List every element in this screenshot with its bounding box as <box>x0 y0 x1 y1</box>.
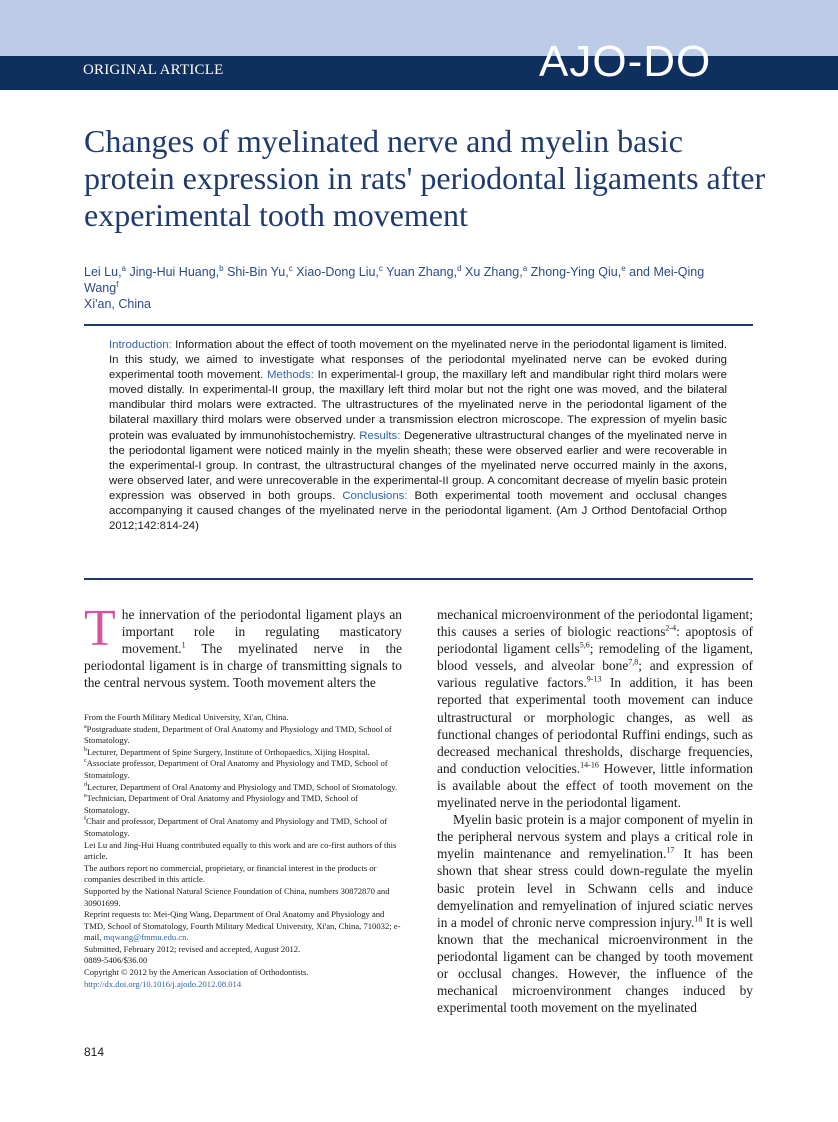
footnote-b <box>84 747 402 759</box>
author-name: Lei Lu <box>84 265 119 279</box>
footnote-text: Lecturer, Department of Oral Anatomy and Physiology and TMD, School of Stomatology. <box>87 781 398 792</box>
citation-ref[interactable]: 14-16 <box>580 760 599 770</box>
citation-ref[interactable]: 7,8 <box>628 657 639 667</box>
intro-paragraph <box>84 600 402 691</box>
body-left-column <box>84 600 402 691</box>
footnote-conflict: The authors report no commercial, proprietary, or financial interest in the products or companies described in this article. <box>84 862 377 885</box>
footnote-e <box>84 793 402 816</box>
footnote-text: Technician, Department of Oral Anatomy and Physiology and TMD, School of Stomatology. <box>84 793 358 815</box>
author-name: Yuan Zhang <box>386 265 454 279</box>
footnote-marker: d <box>84 781 87 788</box>
footnote-equal-contribution: Lei Lu and Jing-Hui Huang contributed equally to this work and are co-first authors of this article. <box>84 839 397 862</box>
body-text: he innervation of the periodontal ligament plays an important role in regulating masticatory movement. <box>121 607 402 657</box>
footnote-copyright: Copyright © 2012 by the American Association of Orthodontists. <box>84 967 309 978</box>
body-right-column <box>437 606 753 1016</box>
author-affil: b <box>219 263 224 273</box>
footnote-doi <box>84 979 402 991</box>
header-band-light <box>0 0 838 56</box>
abstract-top-rule <box>84 324 753 326</box>
citation-ref[interactable]: 2-4 <box>665 623 677 633</box>
citation-ref[interactable]: 1 <box>181 640 186 650</box>
abstract-bottom-rule <box>84 578 753 580</box>
abstract-intro-text: Information about the effect of tooth movement on the myelinated nerve in the periodontal ligament is limited. In this study, we aimed to investigate what responses of the periodontal myelinated nerve can be evoked during experimental tooth movement. <box>109 339 727 382</box>
body-text: Myelin basic protein is a major component of myelin in the peripheral nervous system and plays a critical role in myelin maintenance and remyelination. <box>437 812 753 862</box>
body-paragraph <box>437 811 753 1016</box>
citation-ref[interactable]: 5,6 <box>579 640 590 650</box>
citation-ref[interactable]: 17 <box>666 845 675 855</box>
author-affil: e <box>621 263 626 273</box>
footnote-dates: Submitted, February 2012; revised and accepted, August 2012. <box>84 943 301 954</box>
footnote-from: From the Fourth Military Medical University, Xi'an, China. <box>84 712 289 722</box>
footnote-reprint <box>84 909 402 944</box>
page-number: 814 <box>84 1045 105 1059</box>
abstract-conclusions-text: Both experimental tooth movement and occlusal changes accompanying it caused changes of the myelinated nerve in the periodontal ligament. (Am J Orthod Dentofacial Orthop 2012;142:814-24) <box>109 489 728 533</box>
footnote-marker: e <box>84 793 87 800</box>
author-name: Shi-Bin Yu <box>227 265 286 279</box>
article-title: Changes of myelinated nerve and myelin basic protein expression in rats' periodontal ligaments after experimental tooth movement <box>84 123 766 233</box>
author-name: Zhong-Ying Qiu <box>530 265 618 279</box>
author-name: Mei-Qing Wang <box>84 265 705 295</box>
journal-logo: AJO-DO <box>539 37 712 86</box>
body-text: It has been shown that shear stress could down-regulate the myelin basic protein level in Schwann cells and induce demyelination and remyelination of injured sciatic nerves in a model of chronic nerve compression injury. <box>437 846 753 930</box>
abstract-results-text: Degenerative ultrastructural changes of the myelinated nerve in the periodontal ligament were noticed mainly in the myelin sheath; these were observed earlier and were recoverable in the experimental-I group. In contrast, the ultrastructural changes of the myelinated nerve occurred mainly in the axons, were observed later, and were unrecoverable in the experimental-II group. A concomitant decrease of myelin basic protein expression was observed in both groups. <box>109 429 727 502</box>
abstract-intro-label: Introduction: <box>109 339 172 351</box>
citation-ref[interactable]: 9-13 <box>586 674 602 684</box>
footnote-funding: Supported by the National Natural Science Foundation of China, numbers 30872870 and 30901699. <box>84 885 390 908</box>
footnote-text: . <box>186 932 189 943</box>
body-text: In addition, it has been reported that experimental tooth movement can induce ultrastructural or morphologic changes, as well as functional changes of periodontal Ruffini endings, such as decreased mechanical thresholds, discharge frequencies, and conduction velocities. <box>437 675 753 776</box>
drop-cap: T <box>84 600 116 657</box>
footnote-c <box>84 758 402 781</box>
author-location: Xi'an, China <box>84 297 152 311</box>
footnote-issn: 0889-5406/$36.00 <box>84 955 148 966</box>
footnote-text: Postgraduate student, Department of Oral Anatomy and Physiology and TMD, School of Stomatology. <box>84 723 392 746</box>
author-affil: a <box>121 263 126 273</box>
abstract-methods-text: In experimental-I group, the maxillary left and mandibular right third molars were moved distally. In experimental-II group, the maxillary left third molar but not the right one was moved, and the bilateral mandibular third molars were extracted. The ultrastructures of the myelinated nerve in the periodontal ligament of the bilateral maxillary third molars were observed under a transmission electron microscope. The expression of myelin basic protein was evaluated by immunohistochemistry. <box>109 369 727 442</box>
footnote-marker: f <box>84 816 86 823</box>
body-text: However, little information is available about the effect of tooth movement on the myelinated nerve in the periodontal ligament. <box>437 760 753 811</box>
abstract-conclusions-label: Conclusions: <box>342 489 408 502</box>
footnote-a <box>84 724 402 747</box>
abstract-methods-label: Methods: <box>267 369 314 382</box>
footnotes <box>84 712 402 990</box>
body-text: : apoptosis of periodontal ligament cells <box>437 624 753 657</box>
citation-ref[interactable]: 18 <box>694 914 703 924</box>
footnote-marker: a <box>84 723 87 730</box>
author-list: Lei Lu,$^a$ Jing-Hui Huang,$^b$ Shi-Bin Yu,$^c$ Xiao-Dong Liu,$^c$ Yuan Zhang,$^d$ Xu Zhang,$^a$ Zhong-Ying Qiu,$^e$ and Mei-Qing Wang$^f$ <box>84 263 705 295</box>
author-name: Jing-Hui Huang <box>129 265 216 279</box>
footnote-text: Reprint requests to: Mei-Qing Wang, Department of Oral Anatomy and Physiology and TMD, School of Stomatology, Fourth Military Medical University, Xi'an, China, 710032; e-mail, <box>84 909 401 943</box>
abstract-results-label: Results: <box>359 429 401 442</box>
author-affil: c <box>378 263 383 273</box>
body-text: It is well known that the mechanical microenvironment in the periodontal ligament can be changed by tooth movement or occlusal changes. However, the influence of the mechanical microenvironment changes induced by experimental tooth movement on the myelinated <box>437 914 753 1016</box>
author-affil: a <box>522 263 528 273</box>
section-label: ORIGINAL ARTICLE <box>83 62 224 78</box>
body-text: ; and expression of various regulative factors. <box>437 658 753 691</box>
footnote-text: Lecturer, Department of Spine Surgery, Institute of Orthopaedics, Xijing Hospital. <box>87 746 370 757</box>
author-affil: d <box>457 263 462 273</box>
footnote-marker: c <box>84 758 87 765</box>
footnote-d <box>84 782 402 794</box>
author-affil: c <box>288 263 293 273</box>
author-name: Xiao-Dong Liu <box>296 265 376 279</box>
body-text: The myelinated nerve in the periodontal ligament is in charge of transmitting signals to the central nervous system. Tooth movement alters the <box>84 641 402 691</box>
footnote-marker: b <box>84 746 87 753</box>
author-name: Xu Zhang <box>465 265 520 279</box>
abstract <box>109 338 727 534</box>
body-paragraph <box>437 606 753 811</box>
author-affil: f <box>116 279 119 289</box>
email-link[interactable]: mqwang@fmmu.edu.cn <box>103 932 187 943</box>
body-text: ; remodeling of the ligament, blood vessels, and alveolar bone <box>437 641 753 674</box>
footnote-text: Chair and professor, Department of Oral Anatomy and Physiology and TMD, School of Stomatology. <box>84 816 388 838</box>
body-text: mechanical microenvironment of the periodontal ligament; this causes a series of biologic reactions <box>437 607 753 640</box>
doi-link[interactable]: http://dx.doi.org/10.1016/j.ajodo.2012.08.014 <box>84 978 242 989</box>
footnote-f <box>84 816 402 839</box>
footnote-text: Associate professor, Department of Oral Anatomy and Physiology and TMD, School of Stomatology. <box>84 758 388 780</box>
